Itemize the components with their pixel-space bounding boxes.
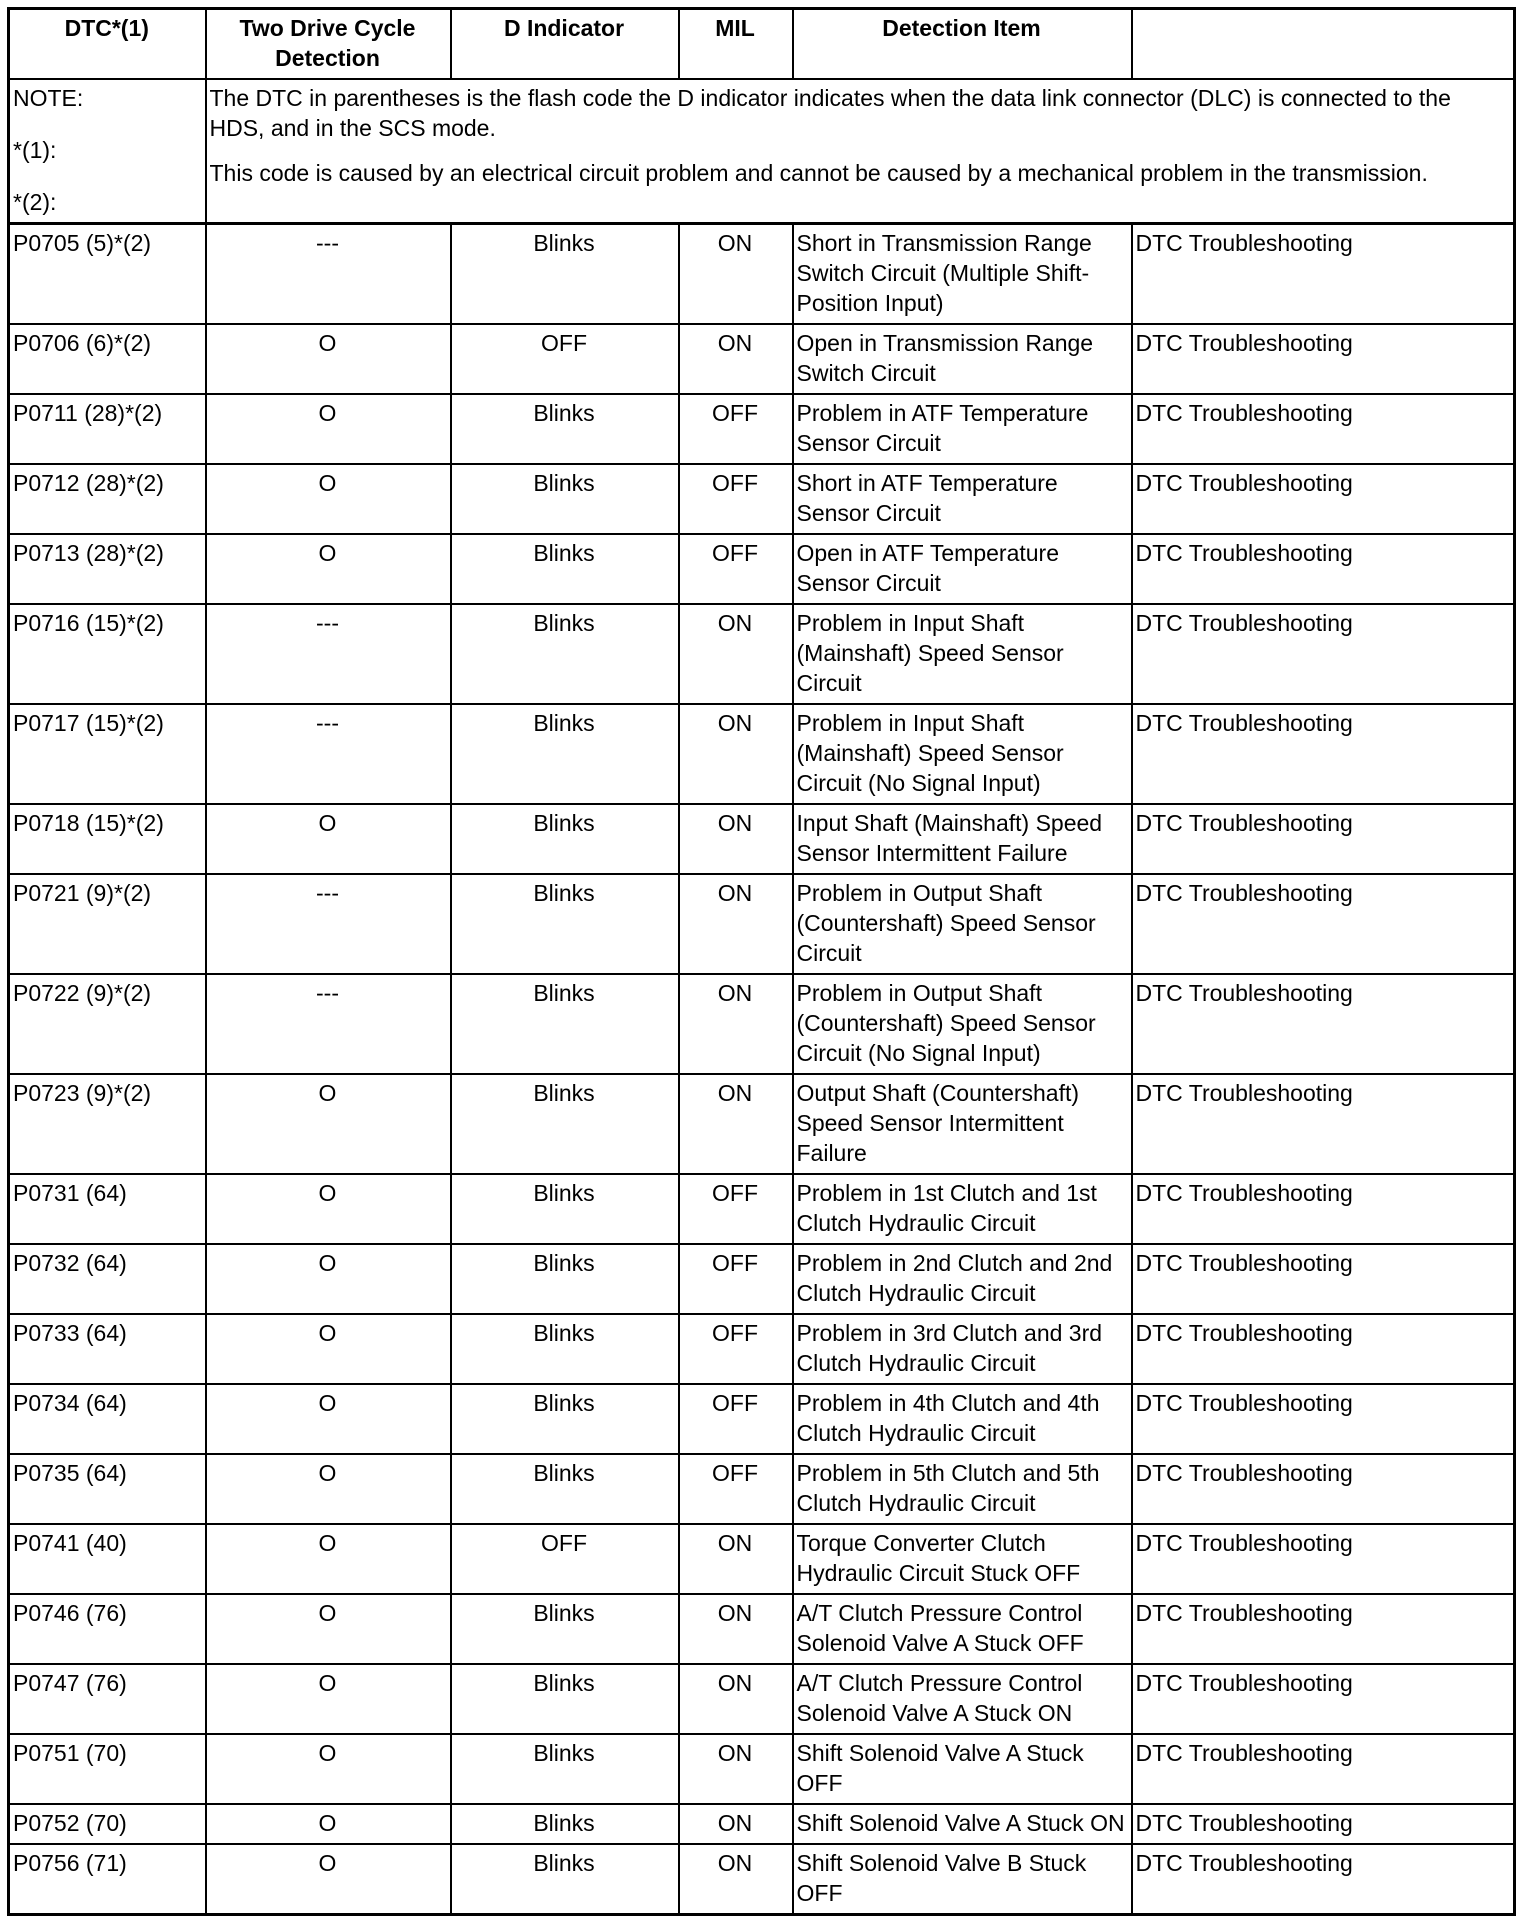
cell-detection-item: Input Shaft (Mainshaft) Speed Sensor Intermittent Failure [793, 804, 1132, 874]
cell-two-drive-cycle: O [206, 1314, 451, 1384]
cell-mil: OFF [679, 1314, 793, 1384]
cell-reference: DTC Troubleshooting [1132, 1594, 1515, 1664]
cell-reference: DTC Troubleshooting [1132, 1664, 1515, 1734]
table-row [9, 1174, 1515, 1244]
table-row [9, 1314, 1515, 1384]
table-row [9, 1664, 1515, 1734]
cell-two-drive-cycle: O [206, 1734, 451, 1804]
cell-reference: DTC Troubleshooting [1132, 1454, 1515, 1524]
cell-detection-item: Shift Solenoid Valve A Stuck ON [793, 1804, 1132, 1844]
table-row [9, 1074, 1515, 1174]
cell-two-drive-cycle: --- [206, 974, 451, 1074]
cell-detection-item: Problem in Input Shaft (Mainshaft) Speed Sensor Circuit (No Signal Input) [793, 704, 1132, 804]
cell-detection-item: Short in Transmission Range Switch Circuit (Multiple Shift-Position Input) [793, 224, 1132, 325]
cell-reference: DTC Troubleshooting [1132, 1384, 1515, 1454]
cell-dtc: P0718 (15)*(2) [9, 804, 206, 874]
cell-dtc: P0713 (28)*(2) [9, 534, 206, 604]
note-mark-1: *(1): [13, 137, 57, 163]
cell-detection-item: Problem in 1st Clutch and 1st Clutch Hydraulic Circuit [793, 1174, 1132, 1244]
note-text-cell [206, 79, 1515, 224]
cell-two-drive-cycle: O [206, 804, 451, 874]
cell-dtc: P0735 (64) [9, 1454, 206, 1524]
note-label-cell [9, 79, 206, 224]
note-text-1: The DTC in parentheses is the flash code the D indicator indicates when the data link connector (DLC) is connected to the HDS, and in the SCS mode. [209, 85, 1451, 141]
note-row [9, 79, 1515, 224]
table-row [9, 1384, 1515, 1454]
cell-mil: ON [679, 1664, 793, 1734]
cell-mil: ON [679, 874, 793, 974]
cell-two-drive-cycle: --- [206, 224, 451, 325]
cell-mil: ON [679, 1804, 793, 1844]
cell-reference: DTC Troubleshooting [1132, 1314, 1515, 1384]
cell-two-drive-cycle: O [206, 1384, 451, 1454]
cell-reference: DTC Troubleshooting [1132, 604, 1515, 704]
cell-d-indicator: Blinks [451, 604, 679, 704]
cell-dtc: P0734 (64) [9, 1384, 206, 1454]
cell-dtc: P0706 (6)*(2) [9, 324, 206, 394]
cell-detection-item: Short in ATF Temperature Sensor Circuit [793, 464, 1132, 534]
header-dtc: DTC*(1) [9, 9, 206, 80]
cell-reference: DTC Troubleshooting [1132, 874, 1515, 974]
cell-mil: OFF [679, 1384, 793, 1454]
table-row [9, 1804, 1515, 1844]
cell-mil: OFF [679, 464, 793, 534]
cell-dtc: P0711 (28)*(2) [9, 394, 206, 464]
cell-two-drive-cycle: O [206, 394, 451, 464]
cell-two-drive-cycle: O [206, 1174, 451, 1244]
cell-reference: DTC Troubleshooting [1132, 224, 1515, 325]
note-mark-2: *(2): [13, 189, 57, 215]
cell-two-drive-cycle: O [206, 534, 451, 604]
table-row [9, 1844, 1515, 1915]
cell-detection-item: Problem in 4th Clutch and 4th Clutch Hydraulic Circuit [793, 1384, 1132, 1454]
cell-detection-item: Open in ATF Temperature Sensor Circuit [793, 534, 1132, 604]
dtc-table [7, 7, 1516, 1916]
cell-two-drive-cycle: --- [206, 604, 451, 704]
cell-d-indicator: Blinks [451, 224, 679, 325]
table-row [9, 1454, 1515, 1524]
table-row [9, 704, 1515, 804]
cell-dtc: P0733 (64) [9, 1314, 206, 1384]
cell-detection-item: Problem in Output Shaft (Countershaft) Speed Sensor Circuit (No Signal Input) [793, 974, 1132, 1074]
cell-dtc: P0751 (70) [9, 1734, 206, 1804]
cell-two-drive-cycle: O [206, 1844, 451, 1915]
table-row [9, 534, 1515, 604]
cell-mil: ON [679, 604, 793, 704]
cell-dtc: P0721 (9)*(2) [9, 874, 206, 974]
cell-d-indicator: OFF [451, 324, 679, 394]
cell-two-drive-cycle: O [206, 1804, 451, 1844]
cell-d-indicator: Blinks [451, 704, 679, 804]
cell-mil: ON [679, 1734, 793, 1804]
cell-reference: DTC Troubleshooting [1132, 1524, 1515, 1594]
cell-dtc: P0723 (9)*(2) [9, 1074, 206, 1174]
table-row [9, 874, 1515, 974]
cell-reference: DTC Troubleshooting [1132, 394, 1515, 464]
cell-reference: DTC Troubleshooting [1132, 534, 1515, 604]
cell-detection-item: Problem in Output Shaft (Countershaft) Speed Sensor Circuit [793, 874, 1132, 974]
cell-mil: OFF [679, 1174, 793, 1244]
table-body [9, 79, 1515, 1915]
cell-reference: DTC Troubleshooting [1132, 704, 1515, 804]
cell-d-indicator: Blinks [451, 1734, 679, 1804]
cell-two-drive-cycle: O [206, 1074, 451, 1174]
cell-d-indicator: Blinks [451, 1314, 679, 1384]
cell-two-drive-cycle: --- [206, 874, 451, 974]
cell-d-indicator: Blinks [451, 1244, 679, 1314]
cell-mil: ON [679, 1594, 793, 1664]
table-row [9, 464, 1515, 534]
cell-two-drive-cycle: O [206, 1244, 451, 1314]
table-row [9, 604, 1515, 704]
header-mil: MIL [679, 9, 793, 80]
cell-detection-item: Problem in 5th Clutch and 5th Clutch Hydraulic Circuit [793, 1454, 1132, 1524]
note-text-2: This code is caused by an electrical circuit problem and cannot be caused by a mechanical problem in the transmission. [209, 160, 1428, 186]
header-d-indicator: D Indicator [451, 9, 679, 80]
header-two-drive-cycle: Two Drive Cycle Detection [206, 9, 451, 80]
cell-detection-item: Torque Converter Clutch Hydraulic Circuit Stuck OFF [793, 1524, 1132, 1594]
cell-two-drive-cycle: O [206, 1524, 451, 1594]
cell-mil: OFF [679, 1244, 793, 1314]
cell-d-indicator: OFF [451, 1524, 679, 1594]
cell-dtc: P0732 (64) [9, 1244, 206, 1314]
cell-two-drive-cycle: --- [206, 704, 451, 804]
cell-dtc: P0716 (15)*(2) [9, 604, 206, 704]
cell-d-indicator: Blinks [451, 804, 679, 874]
cell-two-drive-cycle: O [206, 1594, 451, 1664]
cell-dtc: P0731 (64) [9, 1174, 206, 1244]
cell-reference: DTC Troubleshooting [1132, 1074, 1515, 1174]
cell-reference: DTC Troubleshooting [1132, 1734, 1515, 1804]
cell-dtc: P0722 (9)*(2) [9, 974, 206, 1074]
cell-reference: DTC Troubleshooting [1132, 1804, 1515, 1844]
cell-d-indicator: Blinks [451, 1844, 679, 1915]
cell-detection-item: Problem in Input Shaft (Mainshaft) Speed Sensor Circuit [793, 604, 1132, 704]
cell-reference: DTC Troubleshooting [1132, 1244, 1515, 1314]
cell-reference: DTC Troubleshooting [1132, 1844, 1515, 1915]
cell-dtc: P0747 (76) [9, 1664, 206, 1734]
note-label: NOTE: [13, 85, 84, 111]
cell-two-drive-cycle: O [206, 324, 451, 394]
cell-detection-item: Shift Solenoid Valve B Stuck OFF [793, 1844, 1132, 1915]
cell-d-indicator: Blinks [451, 1454, 679, 1524]
cell-mil: ON [679, 704, 793, 804]
cell-detection-item: Open in Transmission Range Switch Circuit [793, 324, 1132, 394]
cell-mil: OFF [679, 1454, 793, 1524]
cell-detection-item: Shift Solenoid Valve A Stuck OFF [793, 1734, 1132, 1804]
cell-detection-item: A/T Clutch Pressure Control Solenoid Valve A Stuck ON [793, 1664, 1132, 1734]
table-row [9, 224, 1515, 325]
table-row [9, 1594, 1515, 1664]
cell-detection-item: Problem in 3rd Clutch and 3rd Clutch Hydraulic Circuit [793, 1314, 1132, 1384]
cell-d-indicator: Blinks [451, 464, 679, 534]
cell-d-indicator: Blinks [451, 974, 679, 1074]
cell-dtc: P0712 (28)*(2) [9, 464, 206, 534]
cell-mil: ON [679, 324, 793, 394]
cell-mil: ON [679, 1524, 793, 1594]
cell-dtc: P0752 (70) [9, 1804, 206, 1844]
cell-d-indicator: Blinks [451, 874, 679, 974]
cell-d-indicator: Blinks [451, 1664, 679, 1734]
cell-two-drive-cycle: O [206, 1664, 451, 1734]
cell-reference: DTC Troubleshooting [1132, 1174, 1515, 1244]
cell-dtc: P0717 (15)*(2) [9, 704, 206, 804]
cell-detection-item: Output Shaft (Countershaft) Speed Sensor Intermittent Failure [793, 1074, 1132, 1174]
cell-mil: OFF [679, 394, 793, 464]
table-row [9, 1734, 1515, 1804]
cell-detection-item: Problem in 2nd Clutch and 2nd Clutch Hydraulic Circuit [793, 1244, 1132, 1314]
cell-mil: ON [679, 974, 793, 1074]
cell-d-indicator: Blinks [451, 1074, 679, 1174]
cell-dtc: P0746 (76) [9, 1594, 206, 1664]
header-detection-item: Detection Item [793, 9, 1132, 80]
cell-dtc: P0756 (71) [9, 1844, 206, 1915]
cell-mil: ON [679, 1844, 793, 1915]
cell-reference: DTC Troubleshooting [1132, 464, 1515, 534]
cell-two-drive-cycle: O [206, 464, 451, 534]
table-row [9, 324, 1515, 394]
cell-reference: DTC Troubleshooting [1132, 974, 1515, 1074]
cell-d-indicator: Blinks [451, 1174, 679, 1244]
table-row [9, 394, 1515, 464]
table-row [9, 1244, 1515, 1314]
cell-mil: ON [679, 804, 793, 874]
table-row [9, 804, 1515, 874]
cell-d-indicator: Blinks [451, 534, 679, 604]
cell-mil: OFF [679, 534, 793, 604]
cell-d-indicator: Blinks [451, 1384, 679, 1454]
cell-reference: DTC Troubleshooting [1132, 324, 1515, 394]
cell-d-indicator: Blinks [451, 1804, 679, 1844]
cell-reference: DTC Troubleshooting [1132, 804, 1515, 874]
cell-dtc: P0705 (5)*(2) [9, 224, 206, 325]
table-row [9, 974, 1515, 1074]
cell-d-indicator: Blinks [451, 1594, 679, 1664]
cell-d-indicator: Blinks [451, 394, 679, 464]
header-reference [1132, 9, 1515, 80]
cell-mil: ON [679, 224, 793, 325]
cell-mil: ON [679, 1074, 793, 1174]
table-row [9, 1524, 1515, 1594]
cell-two-drive-cycle: O [206, 1454, 451, 1524]
cell-detection-item: A/T Clutch Pressure Control Solenoid Valve A Stuck OFF [793, 1594, 1132, 1664]
header-row [9, 9, 1515, 80]
cell-detection-item: Problem in ATF Temperature Sensor Circuit [793, 394, 1132, 464]
cell-dtc: P0741 (40) [9, 1524, 206, 1594]
